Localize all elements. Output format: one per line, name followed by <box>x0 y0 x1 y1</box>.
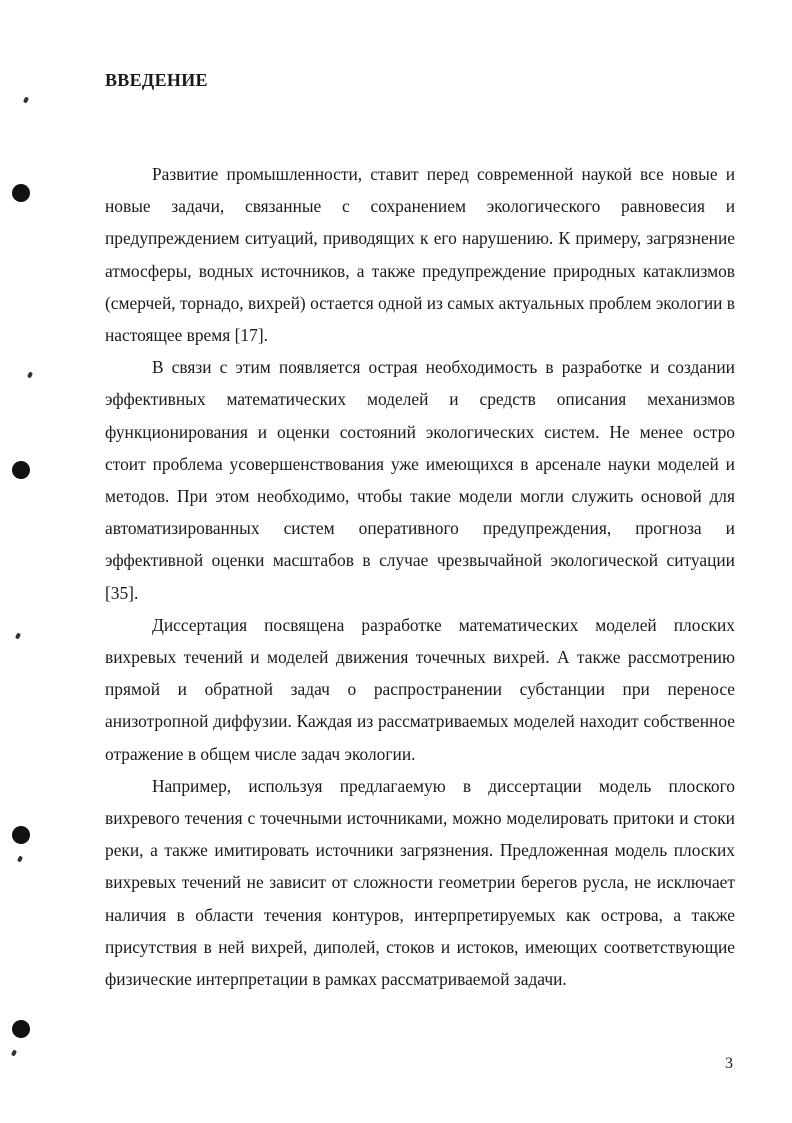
paragraph: В связи с этим появляется острая необходимость в разработке и создании эффективных математических моделей и средств описания механизмов функционирования и оценки состояний экологических систем. Не менее остро стоит проблема усовершенствования уже имеющихся в арсенале науки моделей и методов. При этом необходимо, чтобы такие модели могли служить основой для автоматизированных систем оперативного предупреждения, прогноза и эффективной оценки масштабов в случае чрезвычайной экологической ситуации [35]. <box>105 357 735 603</box>
binder-hole <box>12 1020 30 1038</box>
paragraph: Например, используя предлагаемую в диссертации модель плоского вихревого течения с точечными источниками, можно моделировать притоки и стоки реки, а также имитировать источники загрязнения. Предложенная модель плоских вихревых течений не зависит от сложности геометрии берегов русла, не исключает наличия в области течения контуров, интерпретируемых как острова, а также присутствия в ней вихрей, диполей, стоков и истоков, имеющих соответствующие физические интерпретации в рамках рассматриваемой задачи. <box>105 775 735 990</box>
paragraph: Диссертация посвящена разработке математических моделей плоских вихревых течений и моделей движения точечных вихрей. А также рассмотрению прямой и обратной задач о распространении субстанции при переносе анизотропной диффузии. Каждая из рассматриваемых моделей находит собственное отражение в общем числе задач экологии. <box>105 614 735 764</box>
scan-speck <box>15 632 21 639</box>
section-title: ВВЕДЕНИЕ <box>105 70 208 90</box>
scan-speck <box>23 96 29 103</box>
scan-speck <box>27 371 33 378</box>
page-number: 3 <box>725 1055 733 1072</box>
body-text <box>105 158 735 995</box>
scan-speck <box>17 855 23 862</box>
paragraph: Развитие промышленности, ставит перед современной наукой все новые и новые задачи, связанные с сохранением экологического равновесия и предупреждением ситуаций, приводящих к его нарушению. К примеру, загрязнение атмосферы, водных источников, а также предупреждение природных катаклизмов (смерчей, торнадо, вихрей) остается одной из самых актуальных проблем экологии в настоящее время [17]. <box>105 164 735 346</box>
binder-hole <box>12 184 30 202</box>
binder-hole <box>12 461 30 479</box>
scan-speck <box>11 1049 17 1056</box>
binder-hole <box>12 826 30 844</box>
